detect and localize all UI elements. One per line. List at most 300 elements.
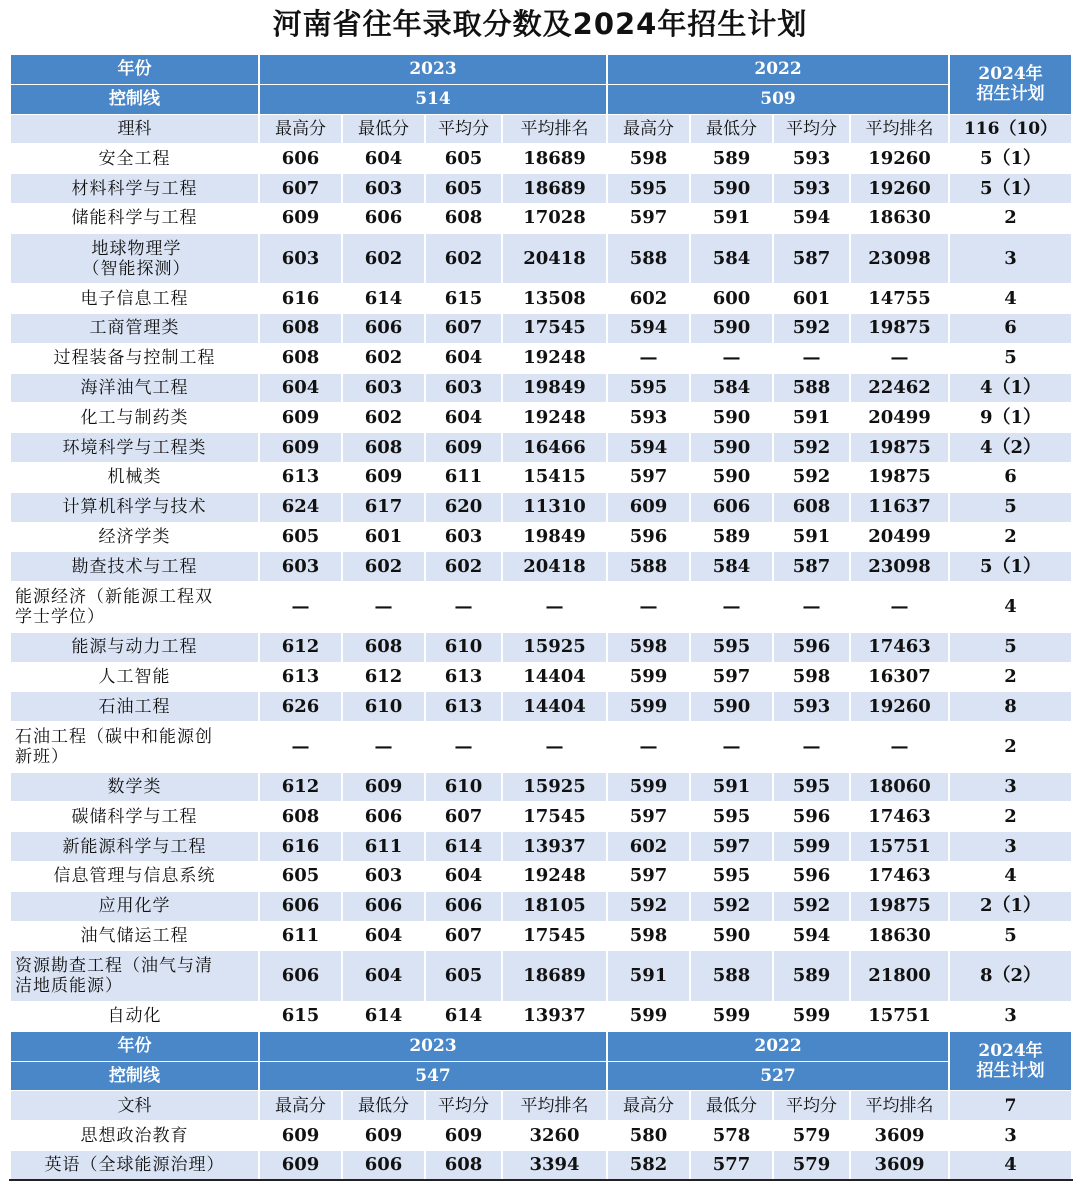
score-cell: 611 xyxy=(342,832,425,862)
score-cell: 17463 xyxy=(850,802,949,832)
score-cell: 18689 xyxy=(502,144,607,174)
score-cell: 599 xyxy=(773,1001,850,1031)
score-cell: 615 xyxy=(259,1001,342,1031)
score-cell: 614 xyxy=(342,284,425,314)
score-cell: 613 xyxy=(259,463,342,493)
score-cell: 594 xyxy=(773,203,850,233)
table-row xyxy=(10,692,1072,722)
score-cell: 606 xyxy=(342,203,425,233)
score-cell: 14404 xyxy=(502,662,607,692)
score-cell: 3609 xyxy=(850,1121,949,1151)
column-header: 平均分 xyxy=(773,1091,850,1121)
score-cell: 609 xyxy=(342,1121,425,1151)
table-row xyxy=(10,722,1072,773)
score-cell: 606 xyxy=(259,891,342,921)
score-cell: 609 xyxy=(607,492,690,522)
column-header: 最低分 xyxy=(690,114,773,144)
score-cell: 603 xyxy=(342,862,425,892)
score-cell: 590 xyxy=(690,463,773,493)
column-header: 平均排名 xyxy=(502,114,607,144)
score-cell: 597 xyxy=(690,832,773,862)
table-row xyxy=(10,582,1072,633)
score-cell: 607 xyxy=(259,174,342,204)
plan-total: 116（10） xyxy=(949,114,1072,144)
score-cell: 596 xyxy=(773,802,850,832)
score-cell: 14404 xyxy=(502,692,607,722)
score-cell: 592 xyxy=(773,433,850,463)
score-cell: 604 xyxy=(259,373,342,403)
plan-cell: 2 xyxy=(949,662,1072,692)
score-cell: 608 xyxy=(342,632,425,662)
score-cell: 23098 xyxy=(850,552,949,582)
score-cell: 598 xyxy=(773,662,850,692)
score-cell: 592 xyxy=(773,314,850,344)
score-cell: 11637 xyxy=(850,492,949,522)
score-cell: 593 xyxy=(773,174,850,204)
plan-cell: 5 xyxy=(949,343,1072,373)
score-cell: 579 xyxy=(773,1150,850,1180)
score-cell: 584 xyxy=(690,233,773,284)
table-row xyxy=(10,552,1072,582)
column-header: 最高分 xyxy=(259,114,342,144)
score-cell: 14755 xyxy=(850,284,949,314)
score-cell: 17028 xyxy=(502,203,607,233)
score-cell: 596 xyxy=(773,862,850,892)
major-name: 经济学类 xyxy=(10,522,259,552)
score-cell: 22462 xyxy=(850,373,949,403)
column-header: 最高分 xyxy=(607,114,690,144)
table-row xyxy=(10,832,1072,862)
page-title: 河南省往年录取分数及2024年招生计划 xyxy=(272,7,808,41)
score-cell: 584 xyxy=(690,552,773,582)
score-cell: 614 xyxy=(425,1001,502,1031)
score-cell: 17545 xyxy=(502,921,607,951)
control-line-label: 控制线 xyxy=(10,84,259,114)
score-cell: 608 xyxy=(259,314,342,344)
year-label: 年份 xyxy=(10,55,259,85)
plan-cell: 4（2） xyxy=(949,433,1072,463)
score-cell: 17463 xyxy=(850,632,949,662)
score-cell: 3260 xyxy=(502,1121,607,1151)
score-cell: 602 xyxy=(607,832,690,862)
table-row xyxy=(10,1150,1072,1180)
score-cell: 580 xyxy=(607,1121,690,1151)
score-cell: 11310 xyxy=(502,492,607,522)
score-cell: 19875 xyxy=(850,463,949,493)
score-cell: 18060 xyxy=(850,772,949,802)
score-cell: 605 xyxy=(259,522,342,552)
table-row xyxy=(10,463,1072,493)
score-cell: 18689 xyxy=(502,951,607,1002)
score-cell: 600 xyxy=(690,284,773,314)
plan-total: 7 xyxy=(949,1091,1072,1121)
score-cell: 599 xyxy=(690,1001,773,1031)
score-cell: — xyxy=(259,722,342,773)
score-cell: 15751 xyxy=(850,832,949,862)
score-cell: 591 xyxy=(607,951,690,1002)
score-cell: 613 xyxy=(425,662,502,692)
column-header: 平均分 xyxy=(425,1091,502,1121)
major-name: 过程装备与控制工程 xyxy=(10,343,259,373)
table-row xyxy=(10,492,1072,522)
science-header-year-row xyxy=(10,55,1072,85)
score-cell: 595 xyxy=(607,174,690,204)
score-cell: 601 xyxy=(342,522,425,552)
score-cell: — xyxy=(850,722,949,773)
score-cell: — xyxy=(690,582,773,633)
score-cell: 597 xyxy=(607,862,690,892)
score-cell: 616 xyxy=(259,832,342,862)
arts-header-control-row xyxy=(10,1061,1072,1091)
score-cell: 626 xyxy=(259,692,342,722)
score-cell: 608 xyxy=(259,802,342,832)
score-cell: 613 xyxy=(425,692,502,722)
score-cell: 599 xyxy=(773,832,850,862)
score-cell: — xyxy=(773,343,850,373)
science-header-control-row xyxy=(10,84,1072,114)
score-cell: 596 xyxy=(773,632,850,662)
table-row xyxy=(10,662,1072,692)
science-column-header-row xyxy=(10,114,1072,144)
major-name: 海洋油气工程 xyxy=(10,373,259,403)
score-cell: 605 xyxy=(425,174,502,204)
score-cell: 599 xyxy=(607,662,690,692)
major-name: 电子信息工程 xyxy=(10,284,259,314)
score-cell: 19849 xyxy=(502,522,607,552)
arts-header-year-row xyxy=(10,1031,1072,1061)
major-name: 材料科学与工程 xyxy=(10,174,259,204)
score-cell: 21800 xyxy=(850,951,949,1002)
score-cell: 591 xyxy=(690,772,773,802)
score-cell: 19260 xyxy=(850,144,949,174)
table-row xyxy=(10,951,1072,1002)
score-cell: 608 xyxy=(425,203,502,233)
table-row xyxy=(10,891,1072,921)
table-row xyxy=(10,862,1072,892)
score-cell: 19248 xyxy=(502,343,607,373)
major-name: 机械类 xyxy=(10,463,259,493)
score-cell: 595 xyxy=(690,862,773,892)
score-cell: 584 xyxy=(690,373,773,403)
score-cell: 606 xyxy=(342,802,425,832)
major-name: 资源勘查工程（油气与清 洁地质能源） xyxy=(10,951,259,1002)
score-cell: 599 xyxy=(607,692,690,722)
table-row xyxy=(10,174,1072,204)
score-cell: 17545 xyxy=(502,314,607,344)
score-cell: 609 xyxy=(259,403,342,433)
score-cell: 597 xyxy=(607,802,690,832)
plan-cell: 3 xyxy=(949,233,1072,284)
score-cell: 13937 xyxy=(502,1001,607,1031)
score-cell: 610 xyxy=(342,692,425,722)
score-cell: 606 xyxy=(342,891,425,921)
score-cell: 595 xyxy=(690,802,773,832)
score-cell: 599 xyxy=(607,1001,690,1031)
score-cell: — xyxy=(607,722,690,773)
score-cell: — xyxy=(850,582,949,633)
score-cell: — xyxy=(425,722,502,773)
plan-2024-header: 2024年 招生计划 xyxy=(949,1031,1072,1091)
score-cell: 607 xyxy=(425,802,502,832)
score-cell: 591 xyxy=(773,403,850,433)
major-name: 自动化 xyxy=(10,1001,259,1031)
score-cell: 610 xyxy=(425,772,502,802)
major-name: 地球物理学 （智能探测） xyxy=(10,233,259,284)
table-row xyxy=(10,284,1072,314)
score-cell: 602 xyxy=(425,552,502,582)
table-row xyxy=(10,632,1072,662)
score-cell: 18630 xyxy=(850,921,949,951)
score-cell: 595 xyxy=(773,772,850,802)
plan-cell: 9（1） xyxy=(949,403,1072,433)
plan-cell: 6 xyxy=(949,463,1072,493)
score-cell: 609 xyxy=(259,1150,342,1180)
score-cell: 607 xyxy=(425,314,502,344)
score-cell: 597 xyxy=(607,203,690,233)
column-header: 平均排名 xyxy=(850,114,949,144)
table-row xyxy=(10,373,1072,403)
score-cell: — xyxy=(425,582,502,633)
score-cell: 19260 xyxy=(850,174,949,204)
score-cell: 23098 xyxy=(850,233,949,284)
score-cell: 592 xyxy=(607,891,690,921)
score-cell: 16466 xyxy=(502,433,607,463)
plan-cell: 8（2） xyxy=(949,951,1072,1002)
score-cell: 19875 xyxy=(850,891,949,921)
score-cell: 590 xyxy=(690,403,773,433)
score-cell: 615 xyxy=(425,284,502,314)
year-2022-header: 2022 xyxy=(607,55,949,85)
score-cell: 604 xyxy=(425,343,502,373)
major-name: 思想政治教育 xyxy=(10,1121,259,1151)
score-cell: 605 xyxy=(259,862,342,892)
score-cell: 605 xyxy=(425,144,502,174)
major-name: 计算机科学与技术 xyxy=(10,492,259,522)
score-cell: 595 xyxy=(690,632,773,662)
column-header: 平均排名 xyxy=(850,1091,949,1121)
table-row xyxy=(10,403,1072,433)
score-cell: 602 xyxy=(342,233,425,284)
score-cell: 609 xyxy=(259,1121,342,1151)
year-2023-header: 2023 xyxy=(259,55,607,85)
score-cell: 611 xyxy=(425,463,502,493)
major-name: 石油工程 xyxy=(10,692,259,722)
score-cell: 610 xyxy=(425,632,502,662)
major-name: 英语（全球能源治理） xyxy=(10,1150,259,1180)
score-cell: 602 xyxy=(342,343,425,373)
score-cell: 587 xyxy=(773,552,850,582)
score-cell: 598 xyxy=(607,921,690,951)
major-name: 安全工程 xyxy=(10,144,259,174)
score-cell: 593 xyxy=(773,144,850,174)
year-2023-header: 2023 xyxy=(259,1031,607,1061)
score-cell: 15415 xyxy=(502,463,607,493)
score-cell: 590 xyxy=(690,314,773,344)
score-cell: — xyxy=(502,722,607,773)
score-cell: 17463 xyxy=(850,862,949,892)
plan-cell: 2 xyxy=(949,802,1072,832)
score-cell: 594 xyxy=(773,921,850,951)
score-cell: 20499 xyxy=(850,522,949,552)
score-cell: 19875 xyxy=(850,314,949,344)
score-cell: 609 xyxy=(342,463,425,493)
score-cell: 594 xyxy=(607,314,690,344)
score-cell: 606 xyxy=(342,1150,425,1180)
plan-cell: 3 xyxy=(949,1001,1072,1031)
score-cell: 579 xyxy=(773,1121,850,1151)
score-cell: 613 xyxy=(259,662,342,692)
score-cell: 589 xyxy=(773,951,850,1002)
score-cell: 588 xyxy=(773,373,850,403)
score-cell: 577 xyxy=(690,1150,773,1180)
score-cell: — xyxy=(773,722,850,773)
table-row xyxy=(10,1121,1072,1151)
score-cell: 602 xyxy=(425,233,502,284)
score-cell: 595 xyxy=(607,373,690,403)
score-cell: 18105 xyxy=(502,891,607,921)
score-cell: 589 xyxy=(690,522,773,552)
score-cell: 609 xyxy=(425,1121,502,1151)
score-cell: 614 xyxy=(425,832,502,862)
plan-cell: 5（1） xyxy=(949,144,1072,174)
score-cell: 603 xyxy=(259,552,342,582)
score-cell: 602 xyxy=(607,284,690,314)
score-cell: — xyxy=(773,582,850,633)
plan-cell: 4 xyxy=(949,862,1072,892)
plan-cell: 2 xyxy=(949,522,1072,552)
control-line-2022: 509 xyxy=(607,84,949,114)
plan-cell: 4 xyxy=(949,1150,1072,1180)
plan-cell: 8 xyxy=(949,692,1072,722)
score-cell: 15925 xyxy=(502,772,607,802)
major-name: 新能源科学与工程 xyxy=(10,832,259,862)
score-cell: — xyxy=(850,343,949,373)
plan-cell: 3 xyxy=(949,1121,1072,1151)
column-header: 平均排名 xyxy=(502,1091,607,1121)
major-name: 工商管理类 xyxy=(10,314,259,344)
score-cell: 13508 xyxy=(502,284,607,314)
control-line-2023: 547 xyxy=(259,1061,607,1091)
score-cell: 602 xyxy=(342,403,425,433)
column-header: 平均分 xyxy=(773,114,850,144)
score-cell: 19849 xyxy=(502,373,607,403)
score-cell: 17545 xyxy=(502,802,607,832)
score-cell: 606 xyxy=(425,891,502,921)
plan-cell: 4（1） xyxy=(949,373,1072,403)
score-cell: 606 xyxy=(259,144,342,174)
score-cell: 582 xyxy=(607,1150,690,1180)
score-cell: 588 xyxy=(690,951,773,1002)
arts-column-header-row xyxy=(10,1091,1072,1121)
score-cell: 609 xyxy=(425,433,502,463)
score-cell: 603 xyxy=(259,233,342,284)
score-cell: 19248 xyxy=(502,403,607,433)
score-cell: 601 xyxy=(773,284,850,314)
major-name: 数学类 xyxy=(10,772,259,802)
score-cell: — xyxy=(690,343,773,373)
table-body xyxy=(10,55,1072,1181)
score-cell: 603 xyxy=(342,174,425,204)
score-cell: 593 xyxy=(773,692,850,722)
score-cell: 604 xyxy=(342,921,425,951)
score-cell: 3609 xyxy=(850,1150,949,1180)
score-cell: 606 xyxy=(690,492,773,522)
score-cell: 608 xyxy=(425,1150,502,1180)
score-cell: 607 xyxy=(425,921,502,951)
score-cell: 20418 xyxy=(502,233,607,284)
score-cell: 604 xyxy=(425,862,502,892)
score-cell: 603 xyxy=(425,373,502,403)
score-cell: 605 xyxy=(425,951,502,1002)
control-line-2023: 514 xyxy=(259,84,607,114)
score-cell: 603 xyxy=(425,522,502,552)
score-cell: 604 xyxy=(425,403,502,433)
table-row xyxy=(10,144,1072,174)
major-name: 信息管理与信息系统 xyxy=(10,862,259,892)
score-cell: 606 xyxy=(342,314,425,344)
plan-cell: 5（1） xyxy=(949,552,1072,582)
score-cell: 578 xyxy=(690,1121,773,1151)
table-row xyxy=(10,314,1072,344)
plan-2024-header: 2024年 招生计划 xyxy=(949,55,1072,115)
year-label: 年份 xyxy=(10,1031,259,1061)
score-cell: 612 xyxy=(259,772,342,802)
score-cell: 599 xyxy=(607,772,690,802)
score-cell: 598 xyxy=(607,144,690,174)
major-name: 能源与动力工程 xyxy=(10,632,259,662)
score-cell: 611 xyxy=(259,921,342,951)
score-cell: 13937 xyxy=(502,832,607,862)
score-cell: 18689 xyxy=(502,174,607,204)
score-cell: 15751 xyxy=(850,1001,949,1031)
admission-table xyxy=(9,54,1073,1181)
major-name: 勘查技术与工程 xyxy=(10,552,259,582)
column-header: 平均分 xyxy=(425,114,502,144)
score-cell: 609 xyxy=(342,772,425,802)
score-cell: 590 xyxy=(690,921,773,951)
plan-cell: 5 xyxy=(949,921,1072,951)
major-name: 应用化学 xyxy=(10,891,259,921)
score-cell: — xyxy=(607,343,690,373)
score-cell: 616 xyxy=(259,284,342,314)
plan-cell: 4 xyxy=(949,582,1072,633)
score-cell: 590 xyxy=(690,692,773,722)
table-row xyxy=(10,921,1072,951)
plan-cell: 2 xyxy=(949,203,1072,233)
score-cell: 20499 xyxy=(850,403,949,433)
score-cell: 608 xyxy=(773,492,850,522)
score-cell: 606 xyxy=(259,951,342,1002)
control-line-2022: 527 xyxy=(607,1061,949,1091)
score-cell: 592 xyxy=(773,891,850,921)
major-name: 化工与制药类 xyxy=(10,403,259,433)
column-header: 最高分 xyxy=(259,1091,342,1121)
major-name: 油气储运工程 xyxy=(10,921,259,951)
score-cell: — xyxy=(342,582,425,633)
category-label: 文科 xyxy=(10,1091,259,1121)
score-cell: 592 xyxy=(690,891,773,921)
major-name: 能源经济（新能源工程双 学士学位） xyxy=(10,582,259,633)
score-cell: 18630 xyxy=(850,203,949,233)
table-row xyxy=(10,772,1072,802)
plan-cell: 3 xyxy=(949,772,1072,802)
score-cell: — xyxy=(607,582,690,633)
table-row xyxy=(10,522,1072,552)
plan-cell: 5（1） xyxy=(949,174,1072,204)
score-cell: 614 xyxy=(342,1001,425,1031)
score-cell: 598 xyxy=(607,632,690,662)
plan-cell: 4 xyxy=(949,284,1072,314)
